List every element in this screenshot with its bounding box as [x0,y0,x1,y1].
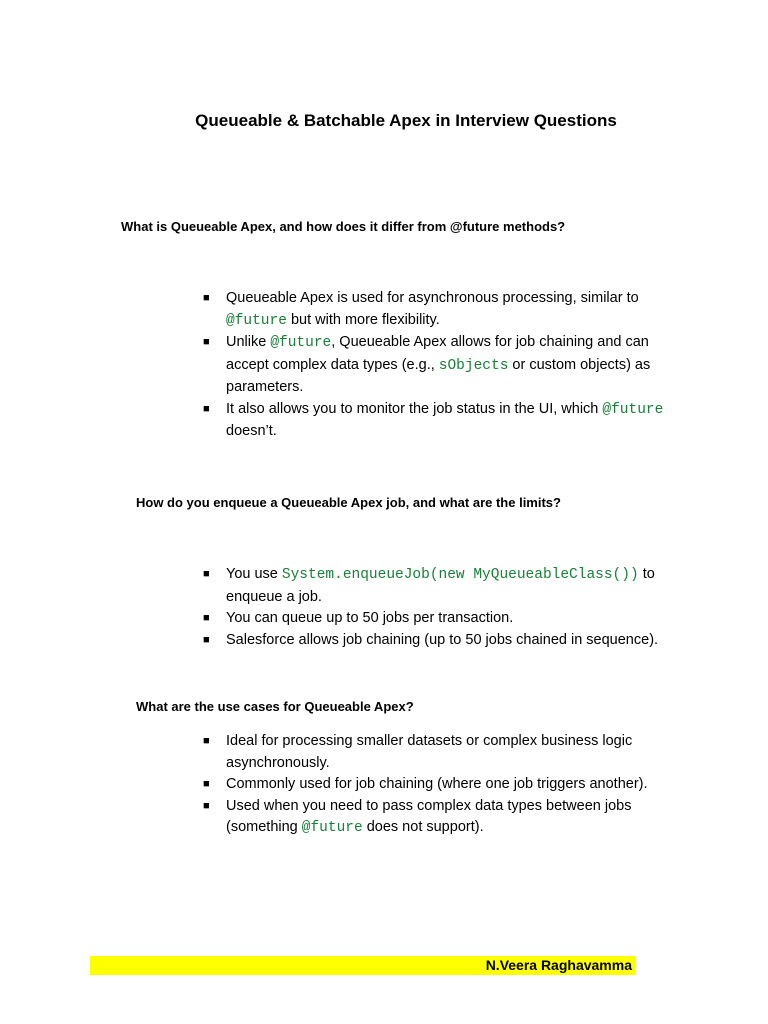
bullet-text: Commonly used for job chaining (where one job triggers another). [226,776,648,792]
bullet-text: Salesforce allows job chaining (up to 50 jobs chained in sequence). [226,631,659,648]
inline-code: @future [301,820,363,836]
bullet-text: to enqueue a job. [226,566,655,605]
question-heading-3: What are the use cases for Queueable Apex? [136,699,414,714]
bullet-square-icon: ■ [203,292,210,304]
list-item [200,399,676,443]
bullet-text: Unlike [226,334,271,350]
inline-code: sObjects [438,357,509,374]
bullet-text: Queueable Apex is used for asynchronous processing, similar to [226,290,639,306]
page-title: Queueable & Batchable Apex in Interview Questions [195,111,617,130]
bullet-square-icon: ■ [203,778,210,790]
inline-code: System.enqueueJob(new MyQueueableClass()) [281,567,639,583]
inline-code: @future [602,401,664,418]
bullet-square-icon: ■ [203,799,210,812]
list-item [200,630,676,652]
bullet-text: or custom objects) as parameters. [226,356,651,395]
list-item [200,731,676,774]
bullet-square-icon: ■ [203,612,210,624]
bullet-square-icon: ■ [203,633,210,646]
bullet-text: You use [226,566,282,582]
list-item [200,774,676,796]
bullet-text: , Queueable Apex allows for job chaining and can accept complex data types (e.g., [226,334,649,373]
list-item [200,332,676,399]
bullet-text: doesn’t. [226,423,277,439]
bullet-square-icon: ■ [203,402,210,415]
inline-code: @future [226,312,287,329]
footer-highlight-bar [90,956,636,975]
bullet-text: Used when you need to pass complex data types between jobs (something [226,797,632,835]
bullet-square-icon: ■ [203,336,210,348]
bullet-text: Ideal for processing smaller datasets or complex business logic asynchronously. [226,733,633,771]
answer-list-1 [200,288,676,443]
bullet-text: It also allows you to monitor the job status in the UI, which [226,400,603,417]
bullet-text: You can queue up to 50 jobs per transaction. [226,610,514,626]
list-item [200,564,676,608]
inline-code: @future [270,335,332,351]
answer-list-2 [200,564,676,651]
list-item [200,288,676,332]
author-name: N.Veera Raghavamma [485,957,632,973]
bullet-square-icon: ■ [203,568,210,580]
bullet-square-icon: ■ [203,735,210,747]
list-item [200,608,676,630]
list-item [200,796,676,840]
bullet-text: but with more flexibility. [286,311,440,328]
bullet-text: does not support). [362,819,484,835]
question-heading-2: How do you enqueue a Queueable Apex job, and what are the limits? [136,495,561,510]
question-heading-1: What is Queueable Apex, and how does it differ from @future methods? [121,219,566,234]
answer-list-3 [200,731,676,840]
